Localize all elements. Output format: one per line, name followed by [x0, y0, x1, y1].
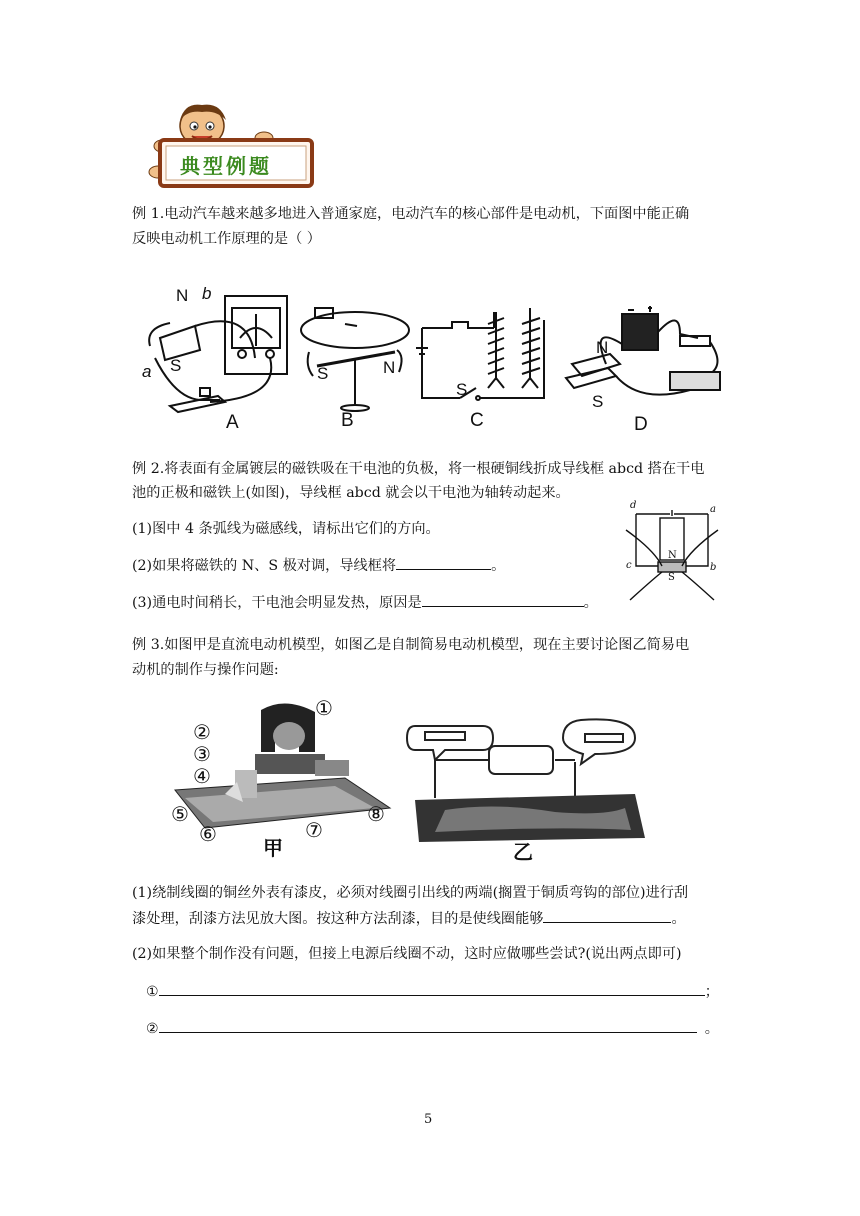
jia-callout-4: ④	[193, 764, 211, 788]
fig-B-mark-N: N	[383, 358, 396, 377]
ans1-mark: ①	[146, 984, 159, 1000]
jia-callout-6: ⑥	[199, 822, 217, 846]
q2-line1: 例 2.将表面有金属镀层的磁铁吸在干电池的负极，将一根硬铜线折成导线框 abcd 搭在干电	[132, 461, 705, 477]
q2-item3-text: (3)通电时间稍长，干电池会明显发热，原因是	[132, 595, 422, 611]
page-number: 5	[424, 1112, 433, 1127]
jia-callout-8: ⑧	[367, 802, 385, 826]
fig-D-mark-S: S	[592, 392, 604, 411]
q3-line2: 动机的制作与操作问题:	[132, 662, 279, 678]
q2-item2	[132, 554, 505, 577]
fig2-mark-S: S	[668, 572, 675, 583]
fig-A-label: A	[226, 412, 239, 433]
q3-answer-1	[146, 980, 719, 1003]
q1-figure-B	[295, 296, 413, 433]
q1-figure-A	[140, 284, 295, 433]
q3-item1-line2	[132, 907, 686, 930]
q2-item2-text: (2)如果将磁铁的 N、S 极对调，导线框将	[132, 558, 397, 574]
ans1-answer-blank[interactable]	[159, 980, 705, 996]
yi-caption: 乙	[513, 840, 533, 864]
q3-item1-line1: (1)绕制线圈的铜丝外表有漆皮，必须对线圈引出线的两端(搁置于铜质弯钩的部位)进行刮	[132, 885, 689, 901]
fig-A-mark-N: N	[176, 286, 189, 305]
q3-item1-end: 。	[671, 911, 686, 927]
fig-C-mark-S: S	[456, 380, 468, 399]
fig-A-mark-S: S	[170, 356, 182, 375]
jia-callout-2: ②	[193, 720, 211, 744]
q1-figure-C	[412, 298, 552, 433]
fig2-mark-N: N	[668, 550, 677, 561]
fig2-mark-a: a	[710, 504, 716, 515]
fig-A-mark-a: a	[142, 362, 152, 381]
ans2-answer-blank[interactable]	[159, 1017, 697, 1033]
q1-line2: 反映电动机工作原理的是（ ）	[132, 231, 321, 247]
q3-answer-2	[146, 1017, 719, 1040]
q3-line1: 例 3.如图甲是直流电动机模型，如图乙是自制简易电动机模型，现在主要讨论图乙简易电	[132, 637, 690, 653]
q3-item1-answer-blank[interactable]	[543, 907, 671, 923]
q3-figure-yi	[405, 716, 650, 864]
example-banner	[140, 100, 320, 192]
ans1-end: ；	[704, 984, 719, 1000]
q3-item2: (2)如果整个制作没有问题，但接上电源后线圈不动，这时应做哪些尝试?(说出两点即可)	[132, 946, 682, 962]
compass-needle-diagram	[295, 296, 413, 433]
banner-label: 典型例题	[180, 154, 272, 178]
fig-C-label: C	[470, 410, 484, 431]
fig-D-label: D	[634, 414, 648, 435]
ans2-end: 。	[704, 1021, 719, 1037]
q2-item3-end: 。	[583, 595, 598, 611]
q2-item3-answer-blank[interactable]	[422, 591, 584, 607]
jia-callout-7: ⑦	[305, 818, 323, 842]
q3-figure-jia	[165, 690, 395, 860]
jia-callout-5: ⑤	[171, 802, 189, 826]
fig2-mark-b: b	[710, 562, 717, 573]
q1-line1: 例 1.电动汽车越来越多地进入普通家庭，电动汽车的核心部件是电动机，下面图中能正确	[132, 206, 690, 222]
q2-item2-end: 。	[491, 558, 506, 574]
jia-caption: 甲	[263, 836, 283, 860]
ans2-mark: ②	[146, 1021, 159, 1037]
q2-line2: 池的正极和磁铁上(如图)，导线框 abcd 就会以干电池为轴转动起来。	[132, 485, 570, 501]
jia-callout-1: ①	[315, 696, 333, 720]
fig2-mark-c: c	[626, 560, 632, 571]
q2-item2-answer-blank[interactable]	[396, 554, 491, 570]
fig-D-mark-N: N	[596, 338, 609, 357]
fig2-mark-d: d	[630, 500, 637, 511]
q1-figure-D	[560, 304, 730, 436]
fig-B-label: B	[341, 410, 354, 431]
fig-A-mark-b: b	[202, 284, 212, 303]
q2-item1: (1)图中 4 条弧线为磁感线，请标出它们的方向。	[132, 521, 440, 537]
q2-item3	[132, 591, 598, 614]
jia-callout-3: ③	[193, 742, 211, 766]
galvanometer-circuit-diagram	[140, 288, 295, 433]
q2-figure	[622, 500, 722, 606]
fig-B-mark-S: S	[317, 364, 329, 383]
q3-item1-text: 漆处理，刮漆方法见放大图。按这种方法刮漆，目的是使线圈能够	[132, 911, 544, 927]
